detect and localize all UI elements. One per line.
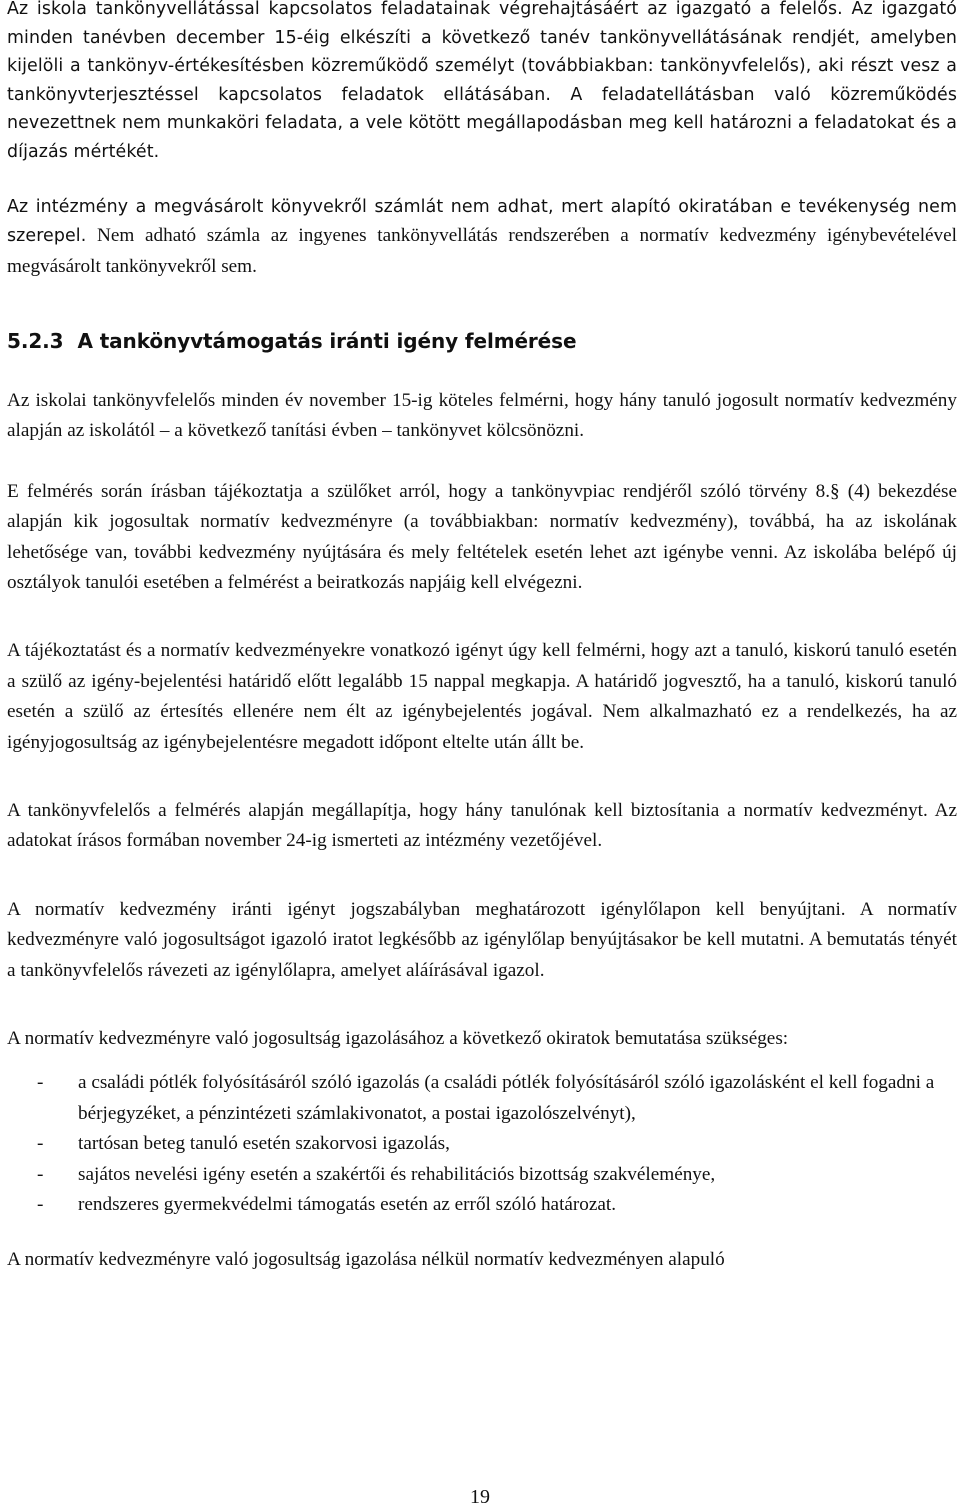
page-number: 19 <box>470 1486 490 1508</box>
paragraph-final: A normatív kedvezményre való jogosultság igazolása nélkül normatív kedvezményen alapuló <box>7 1248 725 1270</box>
list-item-text: tartósan beteg tanuló esetén szakorvosi igazolás, <box>78 1133 450 1155</box>
section-heading <box>7 326 957 356</box>
list-item-text: a családi pótlék folyósításáról szóló igazolás (a családi pótlék folyósításáról szóló igazolásként el kell fogadni a bérjegyzéket, a pénzintézeti számlakivonatot, a postai igazolószelvényt), <box>78 1072 935 1124</box>
list-item <box>7 1160 957 1190</box>
institution-paragraph <box>7 193 957 282</box>
paragraph-entitlement-count: A tankönyvfelelős a felmérés alapján megállapítja, hogy hány tanulónak kell biztosítania a normatív kedvezményt. Az adatokat írásos formában november 24-ig ismerteti az intézmény vezetőjével. <box>7 800 957 852</box>
list-item-text: rendszeres gyermekvédelmi támogatás esetén az erről szóló határozat. <box>78 1194 617 1216</box>
paragraph-documents-intro: A normatív kedvezményre való jogosultság igazolásához a következő okiratok bemutatása szükséges: <box>7 1028 789 1050</box>
list-item <box>7 1068 957 1129</box>
list-item <box>7 1190 957 1220</box>
list-dash-marker: - <box>37 1163 44 1185</box>
list-item-text: sajátos nevelési igény esetén a szakértői és rehabilitációs bizottság szakvéleménye, <box>78 1163 716 1185</box>
paragraph-claim-form: A normatív kedvezmény iránti igényt jogszabályban meghatározott igénylőlapon kell benyújtani. A normatív kedvezményre való jogosultságot igazoló iratot legkésőbb az igénylőlap benyújtásakor be kell mutatni. A bemutatás tényét a tankönyvfelelős rávezeti az igénylőlapra, amelyet aláírásával igazol. <box>7 898 957 981</box>
paragraph-survey-deadline: Az iskolai tankönyvfelelős minden év november 15-ig köteles felmérni, hogy hány tanuló jogosult normatív kedvezmény alapján az iskolától ‒ a következő tanítási évben ‒ tankönyvet kölcsönözni. <box>7 389 957 442</box>
list-dash-marker: - <box>37 1194 44 1216</box>
list-item <box>7 1129 957 1159</box>
list-dash-marker: - <box>37 1072 44 1094</box>
document-page <box>7 0 957 1275</box>
institution-paragraph-part1: Az intézmény a megvásárolt könyvekről számlát nem adhat, mert alapító okiratában e tevékenység nem szerepel. <box>7 196 957 247</box>
paragraph-parent-notice: E felmérés során írásban tájékoztatja a szülőket arról, hogy a tankönyvpiac rendjéről szóló törvény 8.§ (4) bekezdése alapján kik jogosultak normatív kedvezményre (a továbbiakban: normatív kedvezmény), továbbá, ha az iskolának lehetősége van, további kedvezmény nyújtására és mely feltételek esetén lehet azt igénybe venni. Az iskolába belépő új osztályok tanulói esetében a felmérést a beiratkozás napjáig kell elvégezni. <box>7 480 957 593</box>
section-title: A tankönyvtámogatás iránti igény felmérése <box>77 328 577 353</box>
section-number: 5.2.3 <box>7 328 64 353</box>
paragraph-claim-deadline: A tájékoztatást és a normatív kedvezményekre vonatkozó igényt úgy kell felmérni, hogy azt a tanuló, kiskorú tanuló esetén a szülő az igény-bejelentési határidő előtt legalább 15 nappal megkapja. A határidő jogvesztő, ha a tanuló, kiskorú tanuló esetén a szülő az értesítés ellenére nem élt az igénybejelentés jogával. Nem alkalmazható ez a rendelkezés, ha az igényjogosultság az igénybejelentésre megadott időpont eltelte után állt be. <box>7 640 957 753</box>
intro-paragraph: Az iskola tankönyvellátással kapcsolatos feladatainak végrehajtásáért az igazgató a felelős. Az igazgató minden tanévben december 15-éig elkészíti a következő tanév tankönyvellátásának rendjét, amelyben kijelöli a tankönyv-értékesítésben közreműködő személyt (továbbiakban: tankönyvfelelős), aki részt vesz a tankönyvterjesztéssel kapcsolatos feladatok ellátásában. A feladatellátásban való közreműködés nevezettnek nem munkaköri feladata, a vele kötött megállapodásban meg kell határozni a feladatokat és a díjazás mértékét. <box>7 0 957 162</box>
institution-paragraph-part2: Nem adható számla az ingyenes tankönyvellátás rendszerében a normatív kedvezmény igénybevételével megvásárolt tankönyvekről sem. <box>7 225 957 277</box>
required-documents-list <box>7 1068 957 1220</box>
list-dash-marker: - <box>37 1133 44 1155</box>
